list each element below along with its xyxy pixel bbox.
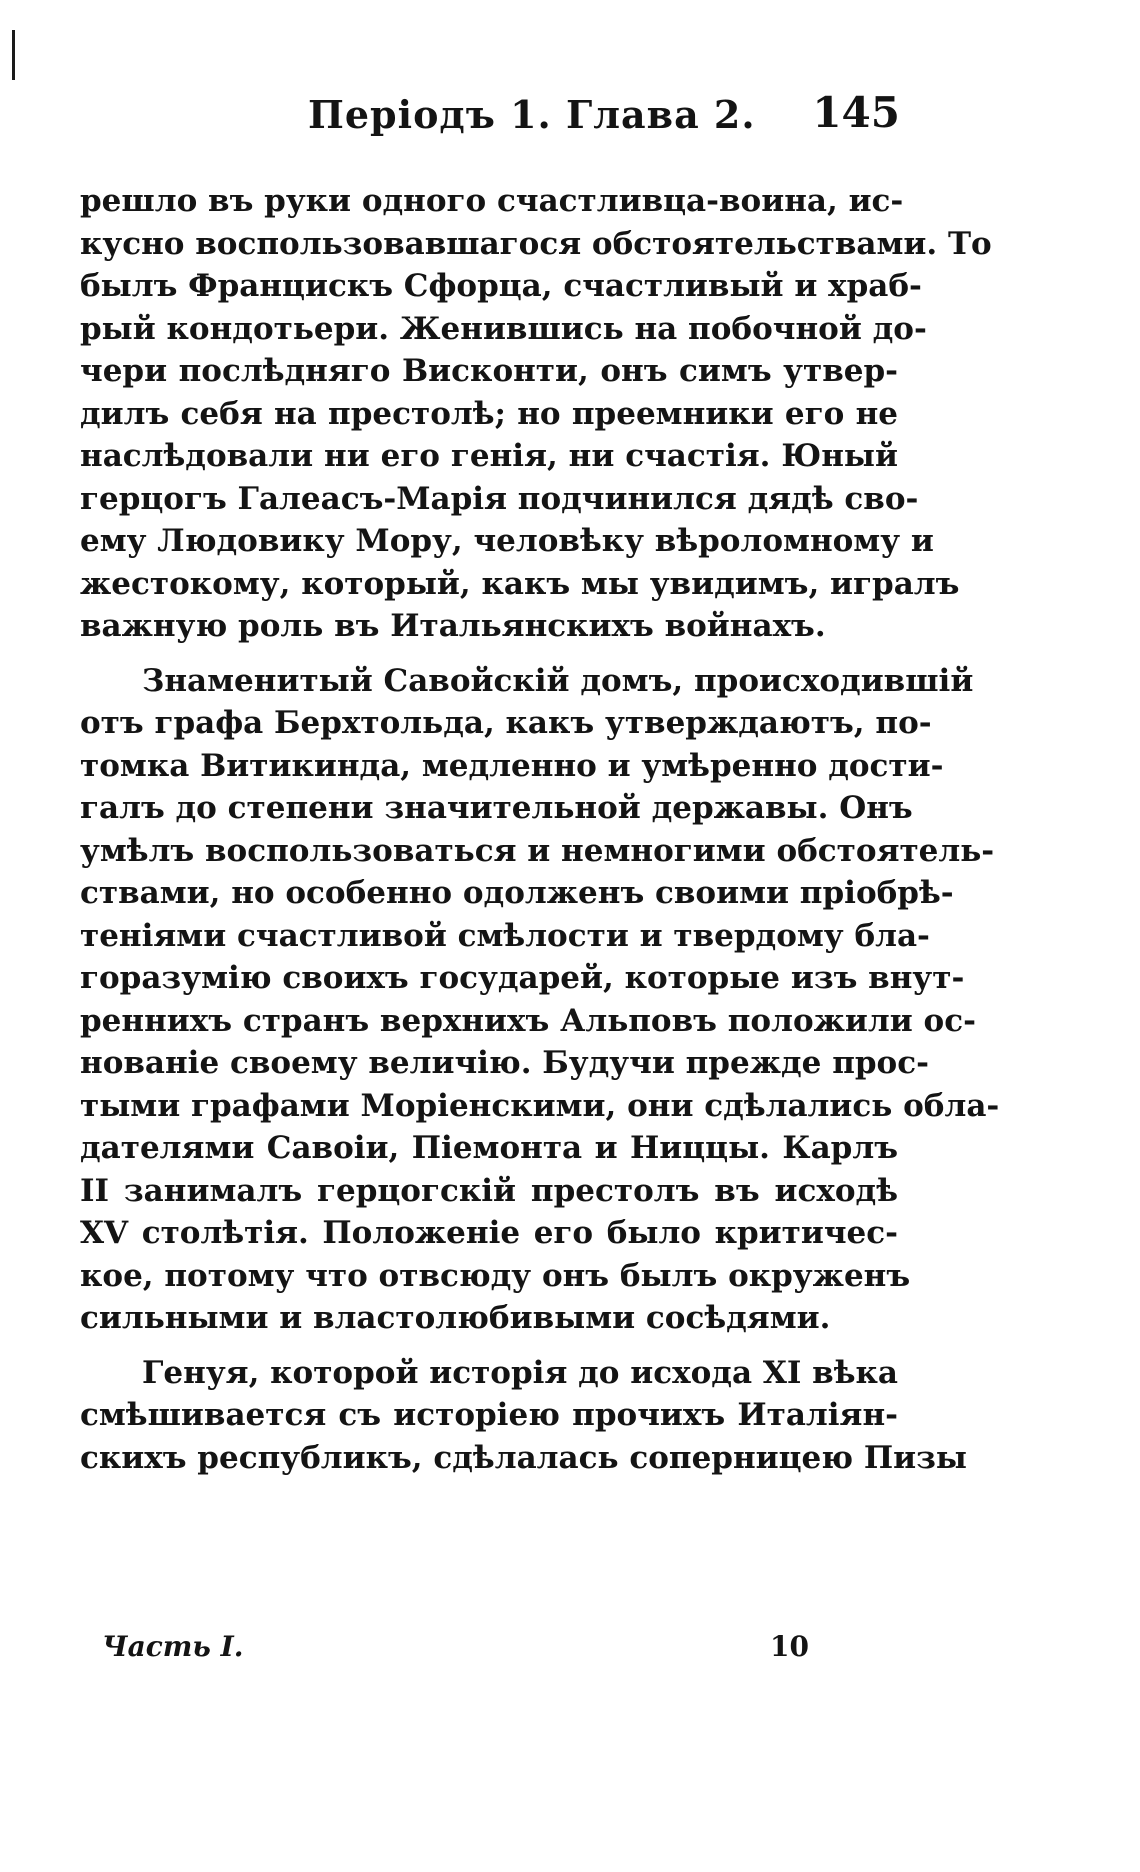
text-line: XV столѣтія. Положеніе его было критичес-: [80, 1215, 898, 1251]
signature-mark: Часть I.: [102, 1630, 244, 1663]
text-line: теніями счастливой смѣлости и твердому бла-: [80, 917, 930, 954]
paragraph: [80, 180, 992, 648]
text-line: ствами, но особенно одолженъ своими пріобрѣ-: [80, 875, 954, 911]
text-line: реннихъ странъ верхнихъ Альповъ положили ос-: [80, 1002, 976, 1039]
paragraph-gap: [80, 648, 898, 660]
text-line: умѣлъ воспользоваться и немногими обстоятель-: [80, 832, 995, 869]
text-line: горазумію своихъ государей, которые изъ внут-: [80, 960, 965, 996]
paragraph: [80, 1352, 967, 1480]
text-line: тыми графами Моріенскими, они сдѣлались обла-: [80, 1087, 1000, 1124]
sheet-number: 10: [770, 1630, 809, 1663]
text-line: отъ графа Берхтольда, какъ утверждаютъ, по-: [80, 705, 932, 741]
text-line: смѣшивается съ исторіею прочихъ Италіян-: [80, 1397, 898, 1433]
text-line: былъ Францискъ Сфорца, счастливый и храб-: [80, 268, 922, 304]
text-line: рый кондотьери. Женившись на побочной до-: [80, 310, 927, 347]
body-text: [80, 180, 1000, 1479]
text-line: II занималъ герцогскій престолъ въ исходѣ: [80, 1172, 898, 1209]
text-line: Знаменитый Савойскій домъ, происходившій: [142, 662, 974, 699]
page-footer: [80, 1630, 898, 1670]
text-line: важную роль въ Итальянскихъ войнахъ.: [80, 608, 826, 644]
text-line: дателями Савоіи, Піемонта и Ниццы. Карлъ: [80, 1130, 898, 1166]
text-line: Генуя, которой исторія до исхода XI вѣка: [142, 1354, 898, 1391]
running-title: Періодъ 1. Глава 2.: [308, 92, 756, 137]
text-line: герцогъ Галеасъ-Марія подчинился дядѣ сво-: [80, 480, 919, 517]
text-line: томка Витикинда, медленно и умѣренно дости-: [80, 747, 944, 784]
text-line: скихъ республикъ, сдѣлалась соперницею Пизы: [80, 1439, 967, 1476]
margin-rule: [12, 30, 15, 80]
text-line: жестокому, который, какъ мы увидимъ, игралъ: [80, 565, 960, 602]
text-line: ему Людовику Мору, человѣку вѣроломному и: [80, 523, 934, 559]
paragraph-gap: [80, 1340, 898, 1352]
text-line: сильными и властолюбивыми сосѣдями.: [80, 1300, 831, 1336]
text-line: решло въ руки одного счастливца-воина, ис-: [80, 183, 904, 219]
text-line: нованіе своему величію. Будучи прежде прос-: [80, 1045, 929, 1081]
page-number: 145: [812, 88, 900, 137]
page-header: [80, 88, 900, 152]
text-line: наслѣдовали ни его генія, ни счастія. Юный: [80, 438, 898, 474]
text-line: галъ до степени значительной державы. Онъ: [80, 790, 913, 826]
text-line: кусно воспользовавшагося обстоятельствами. То: [80, 225, 992, 262]
paragraph: [80, 660, 1000, 1340]
text-line: чери послѣдняго Висконти, онъ симъ утвер-: [80, 353, 898, 389]
text-line: кое, потому что отвсюду онъ былъ окруженъ: [80, 1257, 911, 1294]
paragraphs: [80, 180, 1000, 1479]
text-line: дилъ себя на престолѣ; но преемники его не: [80, 395, 898, 432]
